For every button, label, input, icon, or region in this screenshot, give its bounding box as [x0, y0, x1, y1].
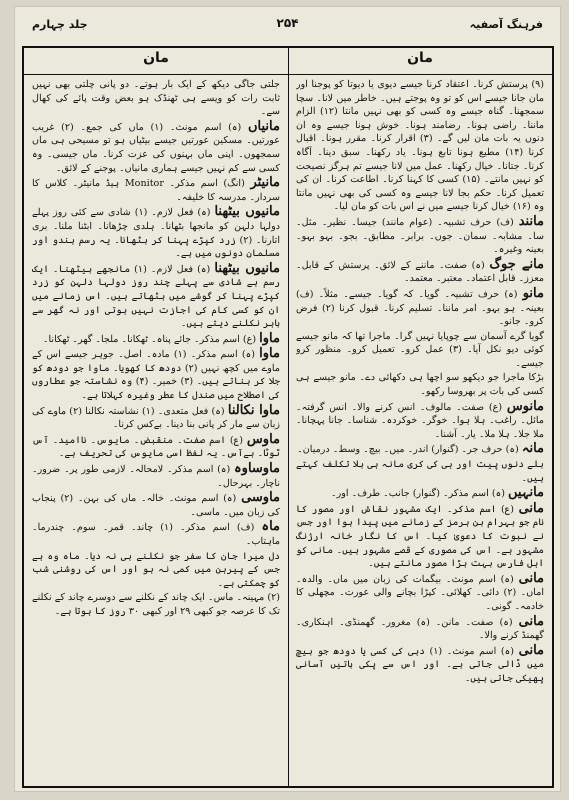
left-column	[32, 78, 280, 780]
right-column	[296, 78, 544, 780]
entry-headword: ماوساوہ	[234, 461, 280, 477]
entry-definition: (۹) پرستش کرنا۔ اعتقاد کرنا جیسے دیوی یا دیوتا کو پوجنا اور مان جانا جیسے اس کو تو وہ پوجتے ہیں۔ خاطر میں لانا۔ سچا سمجھنا۔ گناہ جیسے وہ کسی کو بھی نہیں مانتا (۱۲) الزام ماننا۔ راضی ہونا۔ رضامند ہونا۔ خوش ہونا جیسے وہ ان دنوں یہ بات مان لیں گے۔ (۳) اقرار کرنا۔ مقرر ہونا۔ اقبال کرنا (۱۴) مطیع ہونا تابع ہونا۔ یاد رکھنا۔ سبق دینا۔ آگاہ کرنا۔ جتانا۔ خیال رکھنا۔ عمل میں لانا جیسے تم ہرگز نصیحت کو نہیں مانتے۔ (۱۵) کسی کا کہنا کرنا۔ اطاعت کرنا۔ ان کی تعمیل کرنا۔ حکم بجا لانا جیسے وہ کسی کی بھی نہیں مانتا وہ (۱۶) خیال کرنا جیسے میں نے اس بات کو مان لیا۔	[296, 79, 544, 213]
dictionary-entry	[296, 442, 544, 457]
dictionary-entry	[296, 287, 544, 329]
dictionary-entry	[32, 591, 280, 618]
entry-definition: بلے دنوں پیت اور ہی کی کری مانہ ہی بلا تکلف کہتے ہیں۔	[296, 459, 544, 484]
entry-definition: گویا گرے آسمان سے چوپایا نہیں گرا۔ ماجرا تھا کہ مانو جیسے کوئی دیو نکل آیا۔ (۳) عمل کرو۔ تعمیل کرو۔ منظور کرو جیسے۔	[296, 330, 544, 369]
dictionary-entry	[296, 371, 544, 398]
entry-headword: مانیوں بیٹھنا	[214, 260, 280, 276]
entry-headword: مانہیں	[508, 485, 544, 501]
dictionary-entry	[296, 215, 544, 257]
dictionary-entry	[296, 458, 544, 485]
dictionary-entry	[296, 78, 544, 214]
entry-headword: ماہ	[261, 519, 280, 535]
entry-headword: ماوا نکالنا	[227, 402, 280, 418]
entry-definition: (۲) مہینہ۔ ماس۔ ایک چاند کے نکلنے سے دوسرے چاند کے نکلنے تک کا عرصہ جو کبھی ۲۹ اور کبھی ۳۰ روز کا ہوتا ہے۔	[32, 592, 280, 617]
dictionary-entry	[32, 262, 280, 331]
dictionary-entry	[32, 78, 280, 119]
right-column-heading: مان	[407, 50, 433, 66]
entry-definition: (انگ) اسم مذکر۔ Monitor ہیڈ مانیٹر۔ کلاس کا سردار۔ مدرسہ کا خلیفہ۔	[32, 178, 280, 203]
entry-definition: (ع) اسم مذکر۔ ایک مشہور نقاش اور مصور کا نام جو بہرام بن ہرمز کے زمانے میں پیدا ہوا اور جس نے نبوت کا دعویٰ کیا۔ اس کا نگار خانہ ارژنگ مشہور ہے۔ اس کی مصوری کے قصے مشہور ہیں۔ مانی کو اہل فارس بہت بڑا مصور مانتے ہیں۔	[296, 503, 544, 570]
page-number: ۲۵۴	[276, 16, 299, 30]
entry-headword: مانند	[518, 213, 544, 229]
entry-definition: (ہ) اسم مذکر۔ (۱) مادہ۔ اصل۔ جوہر جیسے اس کے ماوے میں کچھ نہیں (۲) دودھ کا کھویا۔ ماوا جو دودھ کو جلا کر بناتے ہیں۔ (۳) خمیر۔ (۴) وہ نشاستہ جو عطاروں کی اصطلاح میں صندل کا عطر وغیرہ کہلاتا ہے۔	[32, 349, 280, 402]
entry-headword: مانو	[522, 285, 544, 301]
dictionary-page	[14, 6, 561, 792]
entry-headword: ماوس	[246, 431, 280, 447]
dictionary-entry	[296, 502, 544, 571]
entry-definition: (ہ) اسم مونث۔ بیگمات کی زبان میں ماں۔ والدہ۔ اماں۔ (۲) دائی۔ کھلائی۔ کپڑا بچانے والی عورت۔ مچھلی کا خادمہ۔ گونی۔	[296, 573, 544, 612]
dictionary-entry	[32, 205, 280, 260]
entry-headword: مانی	[518, 570, 544, 586]
dictionary-entry	[32, 550, 280, 591]
entry-definition: جلتی جاگی دیکھ کے ایک بار ہوتے۔ دو پانی چلتی بھی نہیں ثابت رات کو ویسے ہی ٹھنڈک ہو بعض وقت پائے کی کھال سے۔	[32, 79, 280, 118]
entry-definition: (ف) حرف تشبیہ۔ (عوام مانند) جیسا۔ نظیر۔ مثل۔ سا۔ مشابہ۔ سمان۔ جوں۔ برابر۔ مطابق۔ بجو۔ بہو بہو۔ بعینہ وغیرہ۔	[296, 216, 544, 256]
entry-headword: ماوا	[259, 330, 280, 346]
entry-headword: مانی	[518, 613, 544, 629]
entry-definition: (ہ) اسم مونث۔ (۱) ماں کی جمع۔ (۲) غریب عورتیں۔ مسکین عورتیں جیسے بیٹیاں ہو تو مسیحی ہی ماں سمجھوں۔ اپنی ماں بہنوں کی عزت کرنا۔ ماں جیسی۔ وہ کسی سے کم نہیں جیسے ہماری مانیاں۔ پوجنے کے لائق۔	[32, 121, 280, 174]
dictionary-entry	[296, 644, 544, 686]
dictionary-entry	[296, 486, 544, 501]
entry-definition: (ہ) صفت۔ ماننے کے لائق۔ پرستش کے قابل۔ معزز۔ قابل اعتماد۔ معتبر۔ معتمد۔	[296, 259, 544, 285]
entry-definition: (ہ) فعل لازم۔ (۱) مانجھے بیٹھنا۔ ایک رسم ہے شادی سے پہلے چند روز دولہا دلہن کو زرد کپڑے پہنا کر گوشے میں بٹھاتے ہیں۔ اس زمانے میں ان کو کسی کام کی اجازت نہیں ہوتی اور نہ گھر سے باہر نکلنے دیتے ہیں۔	[32, 263, 280, 330]
entry-headword: مانوس	[506, 398, 544, 414]
dictionary-entry	[32, 433, 280, 461]
dictionary-entry	[32, 404, 280, 432]
dictionary-entry	[296, 330, 544, 371]
entry-definition: (ہ) اسم مذکر۔ لامحالہ۔ لازمی طور پر۔ ضرور۔ ناچار۔ بہرحال۔	[32, 464, 280, 489]
entry-definition: (ہ) حرف تشبیہ۔ گویا۔ کہ گویا۔ جیسے۔ مثلاً۔ (ف) بعینہ۔ ہو بہو۔ امر ماننا۔ تسلیم کرنا۔ قبول کرنا (۲) فرض کرو۔ جانو۔	[296, 288, 544, 328]
dictionary-entry	[296, 615, 544, 643]
entry-headword: مانیاں	[248, 118, 280, 134]
dictionary-entry	[296, 400, 544, 442]
entry-headword: ماوا	[259, 346, 280, 362]
entry-definition: (ہ) اسم مونث۔ خالہ۔ ماں کی بہن۔ (۲) پنجاب کی زبان میں۔ ماسی۔	[32, 493, 280, 518]
dictionary-entry	[32, 462, 280, 490]
dictionary-entry	[32, 520, 280, 548]
dictionary-entry	[32, 347, 280, 402]
entry-headword: مانی	[518, 500, 544, 516]
dictionary-entry	[32, 176, 280, 204]
entry-definition: (ف) اسم مذکر۔ (۱) چاند۔ قمر۔ سوم۔ چندرما۔ ماہتاب۔	[32, 522, 280, 547]
dictionary-entry	[32, 491, 280, 519]
entry-definition: (ع) اسم مذکر۔ جائے پناہ۔ ٹھکانا۔ ملجا۔ گھر۔ ٹھکانا۔	[42, 333, 257, 345]
entry-definition: (ہ) اسم مذکر۔ (گنوار) جانب۔ طرف۔ اور۔	[330, 488, 505, 500]
dictionary-entry	[296, 572, 544, 614]
entry-headword: مانیوں بیٹھنا	[214, 204, 280, 220]
entry-headword: مانے جوگ	[489, 256, 544, 272]
entry-definition: (ع) صفت۔ مالوف۔ انس کرنے والا۔ انس گرفتہ۔ مائل۔ راغب۔ ہلا ہوا۔ خوگر۔ خوکردہ۔ شناسا۔ جانا پہچانا۔ ملا جلا۔ ہلا ملا۔ یار۔ آشنا۔	[296, 401, 544, 440]
entry-definition: (ہ) اسم مونث۔ (۱) دہی کی کسی یا دودھ جو بیچ میں ڈالی جاتی ہے۔ اور اس سے پکی باتیں آسانی پھیکی جاتی ہیں۔	[296, 645, 544, 684]
volume-label: جلد چہارم	[32, 18, 88, 31]
book-title: فرہنگ آصفیہ	[469, 18, 543, 31]
dictionary-entry	[32, 120, 280, 175]
dictionary-entry	[296, 258, 544, 286]
running-head	[14, 10, 561, 40]
entry-definition: (ہ) حرف جر۔ (گنوار) اندر۔ میں۔ بیچ۔ وسط۔ درمیان۔	[297, 444, 519, 456]
entry-definition: (ہ) فعل متعدی۔ (۱) نشاستہ نکالنا (۲) ماوے کی زبان سے مار کر پانی بنا دینا۔ بےکس کرنا۔	[32, 405, 280, 431]
text-frame	[22, 46, 554, 788]
entry-definition: (ہ) صفت۔ مانن۔ (ہ) مغرور۔ گھمنڈی۔ اہنکاری۔ گھمنڈ کرنے والا۔	[296, 616, 544, 642]
entry-headword: مانہ	[521, 441, 544, 457]
dictionary-entry	[32, 332, 280, 347]
column-divider	[288, 48, 289, 786]
entry-definition: دل میرا جان کا سفر جو نکلنے ہی نہ دیا۔ ماہ وہ ہے جس کے پیرہن میں کمی نہ ہو اور اس کی روشنی شب کو چمکتی ہے۔	[32, 550, 280, 589]
entry-definition: بڑکا ماجرا جو دیکھو سو اچھا ہی دکھائی دے۔ مانو جیسے ہی کسی کی بات پر بھروسا رکھو۔	[296, 372, 544, 398]
entry-definition: (ہ) فعل لازم۔ (۱) شادی سے کئی روز پہلے دولہا دلہن کو مانجھا بٹھانا۔ ہلدی چڑھانا۔ ابٹنا ملنا۔ بری اتارنا۔ (۲) زرد کپڑے پہنا کر بٹھانا۔ یہ رسم ہندو اور مسلمان دونوں میں ہے۔	[32, 207, 280, 260]
entry-headword: مانیٹر	[250, 175, 280, 191]
left-column-heading: مان	[143, 50, 169, 66]
entry-headword: ماوسی	[241, 490, 280, 506]
entry-headword: مانی	[518, 642, 544, 658]
entry-definition: (ع) اسم صفت۔ منقبض۔ مایوس۔ ناامید۔ آس ٹوٹا۔ بےآس۔ یہ لفظ اسی مایوس کی تحریف ہے۔	[32, 434, 280, 460]
